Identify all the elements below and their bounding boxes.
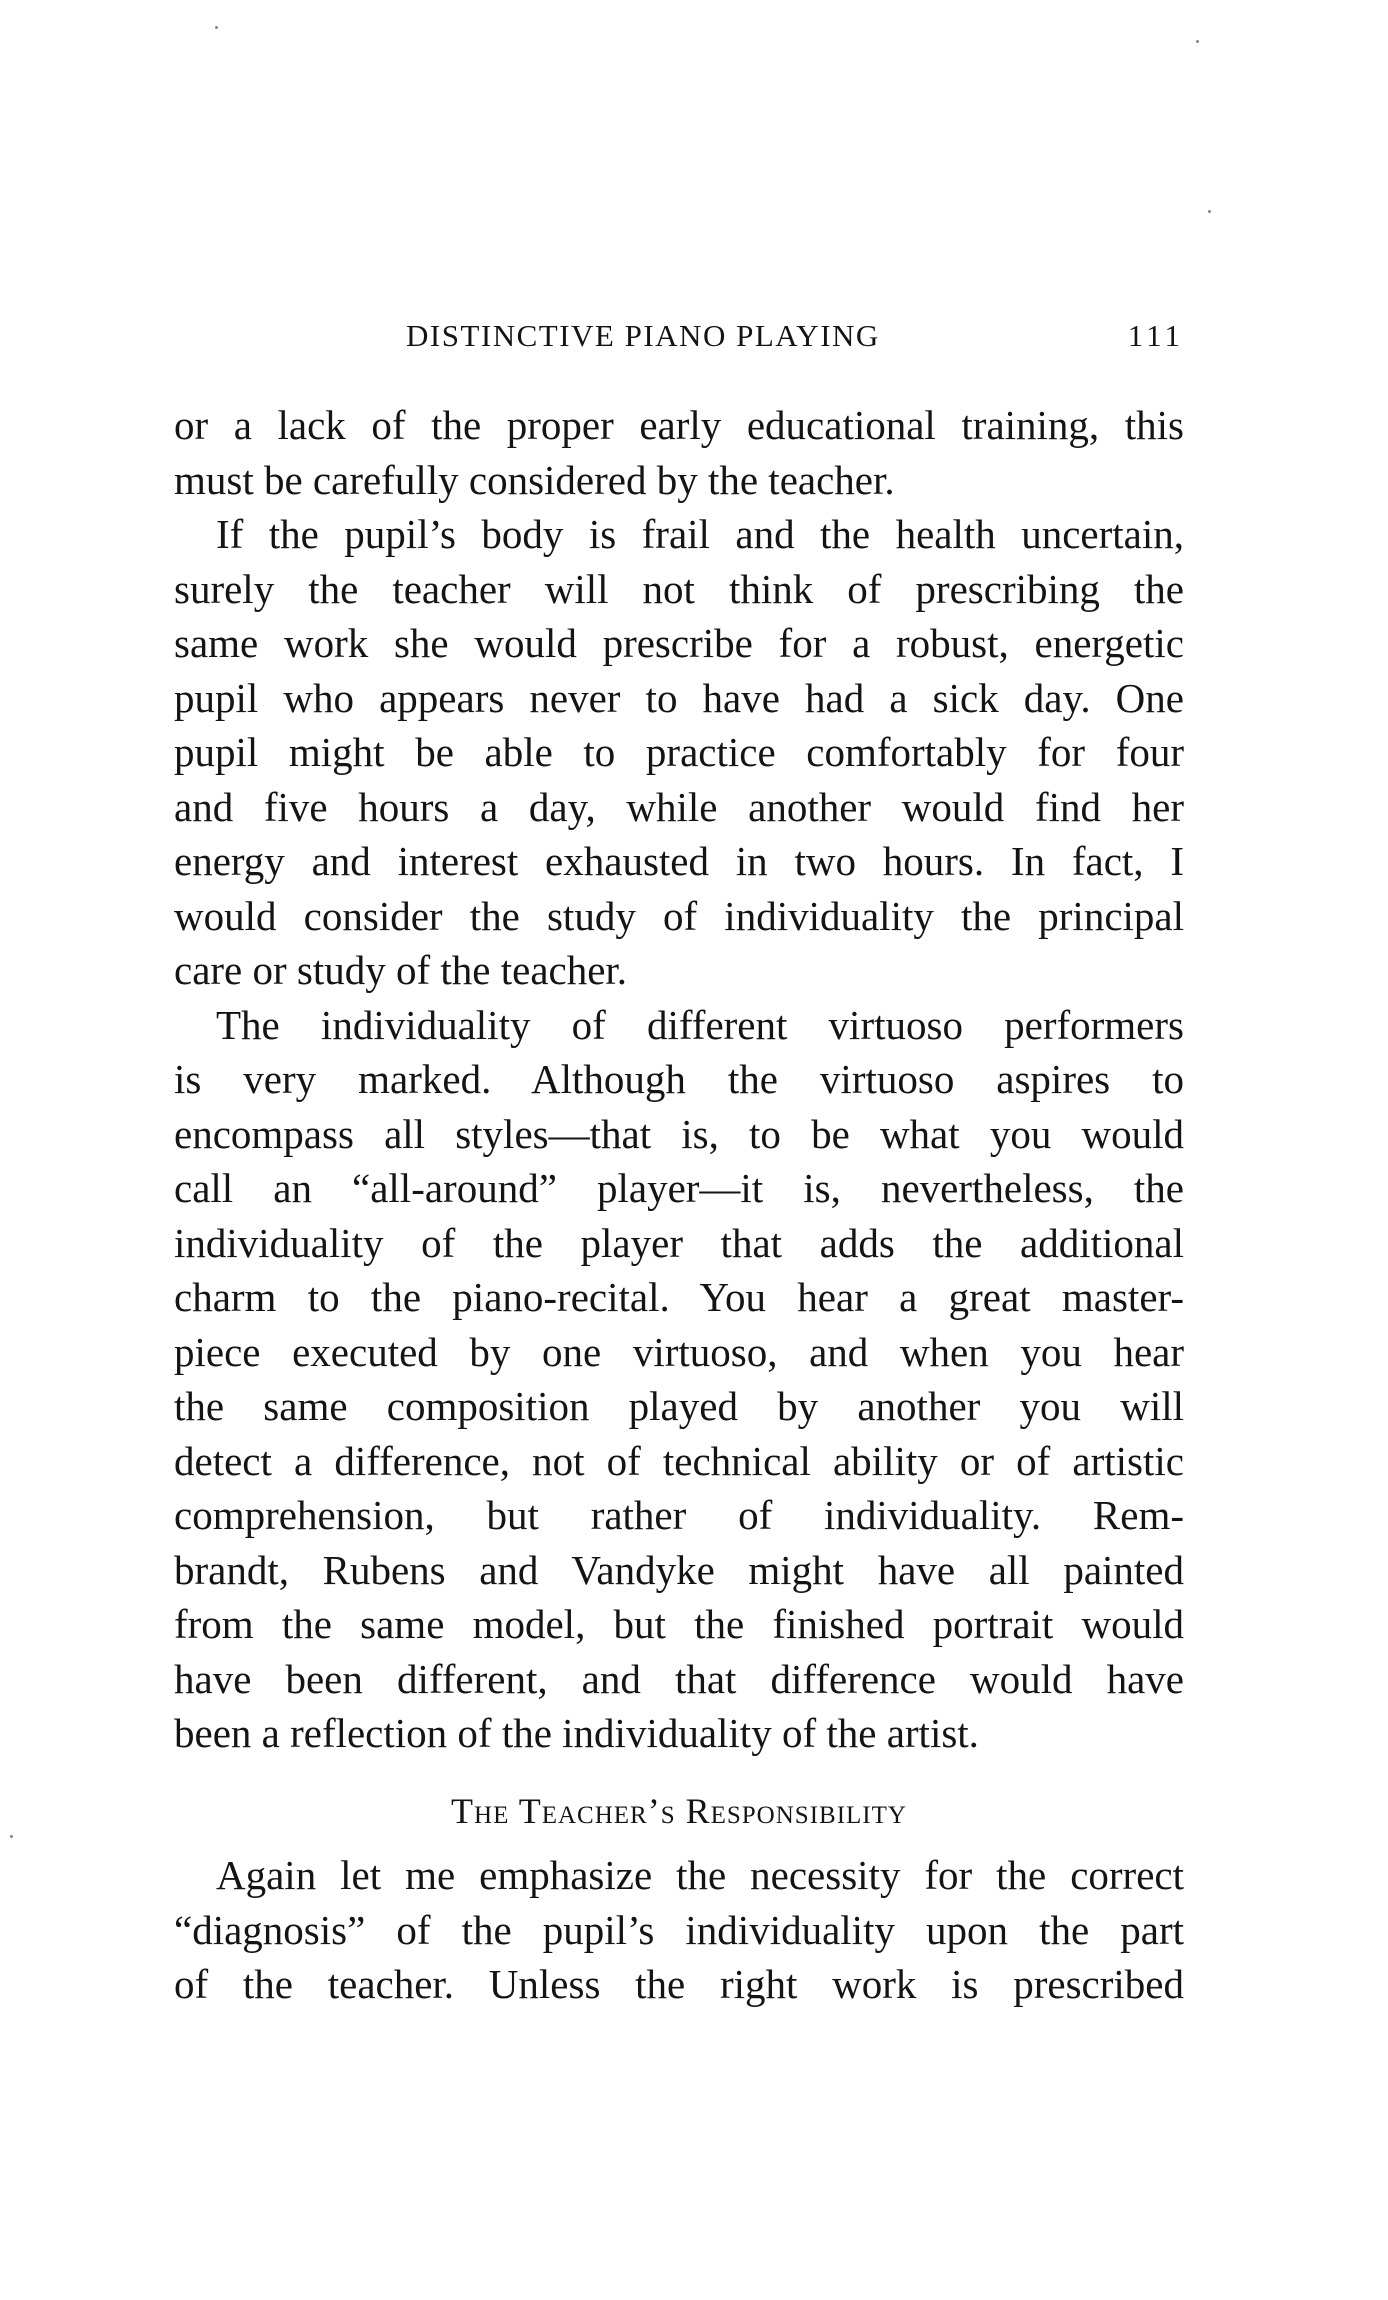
text-line: would consider the study of individuality the principal <box>174 892 1184 939</box>
text-line: encompass all styles—that is, to be what you would <box>174 1110 1184 1157</box>
text-line: must be carefully considered by the teacher. <box>174 456 895 503</box>
text-line: of the teacher. Unless the right work is prescribed <box>174 1961 1184 2007</box>
text-line: energy and interest exhausted in two hours. In fact, I <box>174 838 1184 884</box>
text-line: have been different, and that difference would have <box>174 1655 1184 1702</box>
text-line: from the same model, but the finished portrait would <box>174 1601 1184 1647</box>
paper-speck <box>10 1835 13 1838</box>
text-line: piece executed by one virtuoso, and when you hear <box>174 1328 1184 1375</box>
text-line: and five hours a day, while another would find her <box>174 783 1184 830</box>
text-line: The individuality of different virtuoso performers <box>216 1001 1184 1048</box>
text-line: same work she would prescribe for a robust, energetic <box>174 620 1184 666</box>
text-line: comprehension, but rather of individuality. Rem- <box>174 1492 1184 1538</box>
paper-speck <box>215 26 218 29</box>
paper-speck <box>1208 210 1211 213</box>
text-line: the same composition played by another you will <box>174 1383 1184 1429</box>
text-line: been a reflection of the individuality of the artist. <box>174 1710 979 1756</box>
running-title: DISTINCTIVE PIANO PLAYING <box>406 318 880 353</box>
text-line: “diagnosis” of the pupil’s individuality upon the part <box>174 1906 1184 1953</box>
text-line: surely the teacher will not think of prescribing the <box>174 565 1184 612</box>
text-line: brandt, Rubens and Vandyke might have all painted <box>174 1546 1184 1593</box>
text-line: individuality of the player that adds the additional <box>174 1219 1184 1266</box>
text-line: charm to the piano-recital. You hear a great master- <box>174 1274 1184 1320</box>
running-head <box>174 318 1184 362</box>
section-text <box>174 1848 1184 2012</box>
page-number: 111 <box>1127 318 1184 353</box>
text-line: is very marked. Although the virtuoso aspires to <box>174 1056 1184 1102</box>
text-line: pupil might be able to practice comfortably for four <box>174 729 1184 775</box>
body-text <box>174 398 1184 1761</box>
text-line: or a lack of the proper early educational training, this <box>174 402 1184 448</box>
text-line: If the pupil’s body is frail and the health uncertain, <box>216 511 1184 557</box>
text-line: detect a difference, not of technical ability or of artistic <box>174 1437 1184 1484</box>
section-heading: The Teacher’s Responsibility <box>451 1791 907 1831</box>
text-line: pupil who appears never to have had a sick day. One <box>174 674 1184 721</box>
text-line: call an “all-around” player—it is, nevertheless, the <box>174 1165 1184 1211</box>
text-line: Again let me emphasize the necessity for the correct <box>216 1852 1184 1898</box>
paper-speck <box>1196 40 1199 43</box>
text-line: care or study of the teacher. <box>174 947 628 993</box>
